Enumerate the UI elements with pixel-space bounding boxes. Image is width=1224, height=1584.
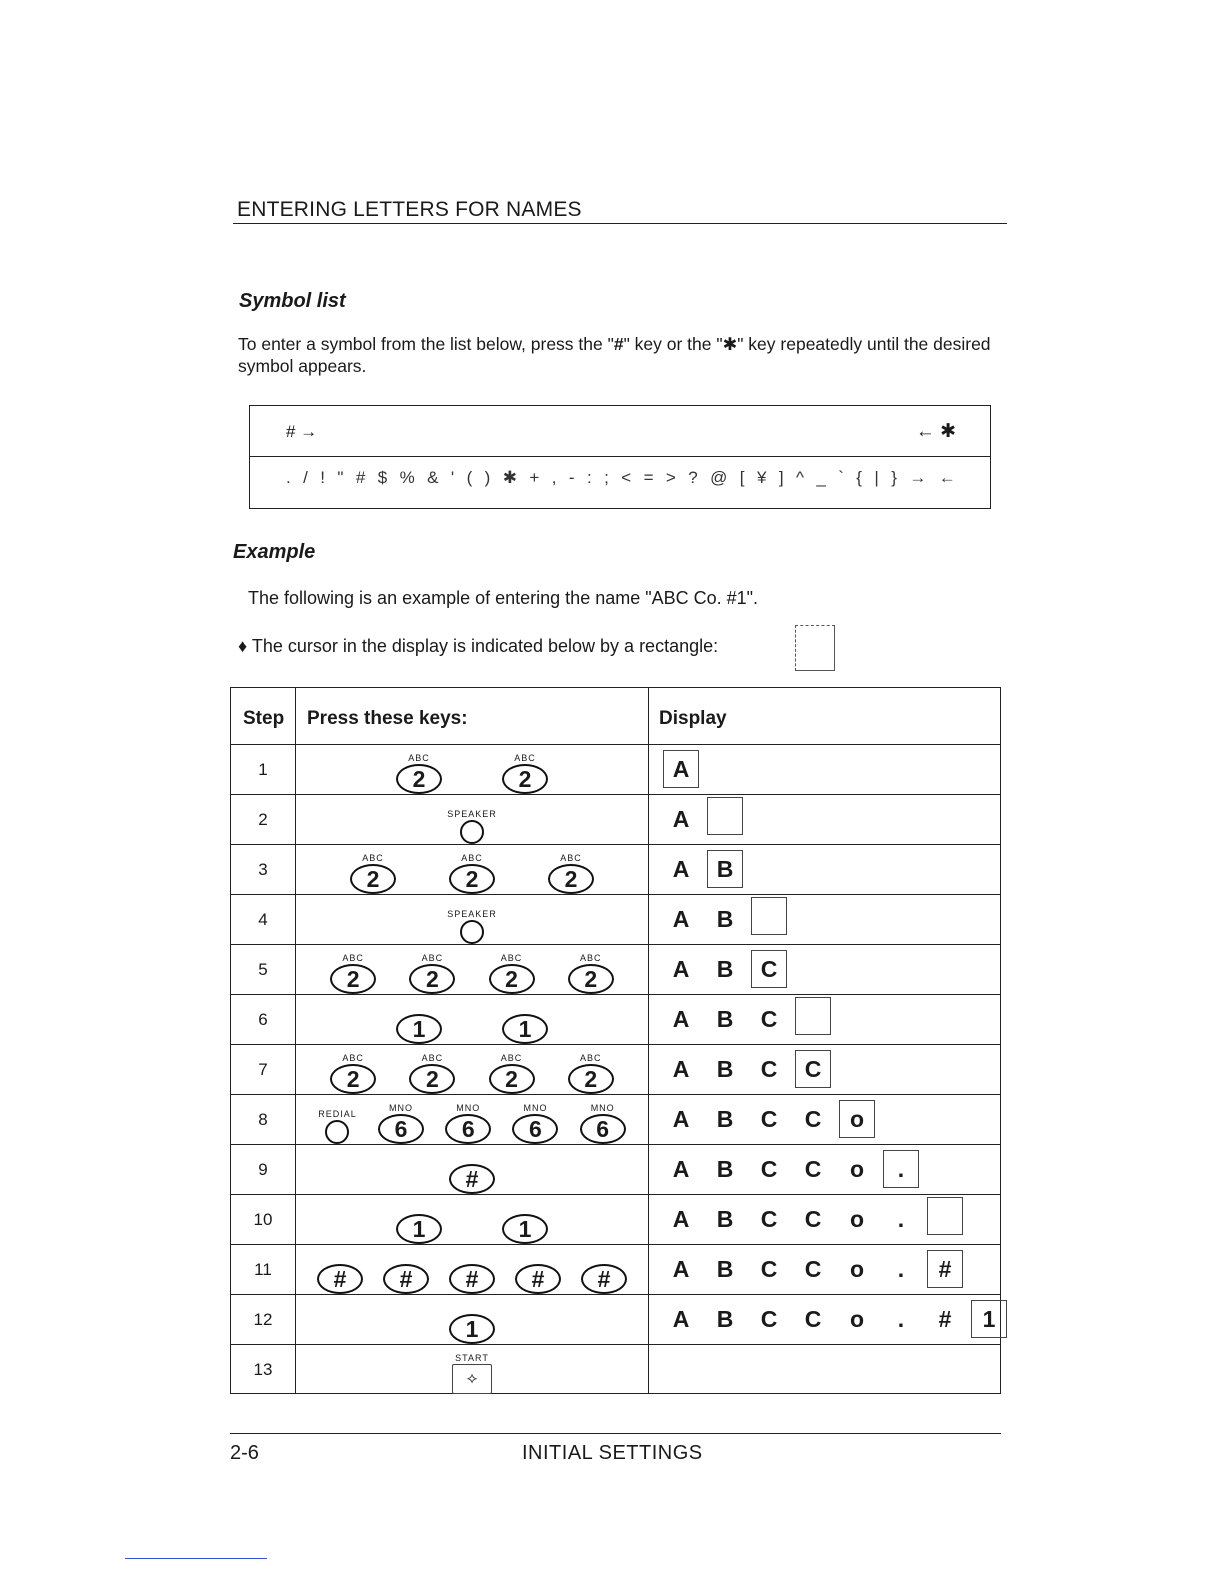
display-cursor <box>751 897 787 935</box>
symbol-item: → <box>909 468 927 487</box>
display-char: o <box>849 1155 865 1182</box>
keypad-key <box>502 1203 548 1244</box>
display-char <box>879 1150 923 1188</box>
start-key <box>452 1353 492 1394</box>
display-char: o <box>849 1205 865 1232</box>
keys-cell <box>297 1244 647 1294</box>
symbol-item: | <box>874 468 879 487</box>
step-number: 6 <box>258 1010 268 1029</box>
display-char: C <box>760 1005 778 1032</box>
keys-cell <box>297 944 647 994</box>
display-cell <box>659 1294 1011 1344</box>
display-cell <box>659 894 791 944</box>
keypad-key <box>489 1053 535 1094</box>
key-label: ABC <box>514 753 536 763</box>
keys-cell <box>297 1344 647 1394</box>
keypad-key <box>449 1153 495 1194</box>
display-char: C <box>804 1105 822 1132</box>
keypad-key <box>568 1053 614 1094</box>
display-char: C <box>760 1105 778 1132</box>
keypad-key <box>409 1053 455 1094</box>
key-face: 2 <box>449 864 495 894</box>
key-face: 2 <box>409 964 455 994</box>
key-face: 2 <box>330 964 376 994</box>
symbol-item: @ <box>710 468 728 487</box>
symbol-list-intro <box>238 333 998 377</box>
display-cursor: 1 <box>971 1300 1007 1338</box>
display-char: A <box>672 1005 690 1032</box>
display-cell <box>659 1094 879 1144</box>
display-cell <box>659 1194 967 1244</box>
display-char: A <box>672 955 690 982</box>
key-label: MNO <box>523 1103 548 1113</box>
keypad-key <box>330 1053 376 1094</box>
display-char: A <box>672 1205 690 1232</box>
display-char <box>747 950 791 988</box>
display-cursor: C <box>751 950 787 988</box>
symbol-item: ? <box>688 468 698 487</box>
function-key <box>447 909 497 944</box>
symbol-item: _ <box>816 468 826 487</box>
intro-text-3: " key repeatedly until the desired symbol appears. <box>238 334 991 376</box>
display-cell <box>659 794 747 844</box>
display-cursor: C <box>795 1050 831 1088</box>
symbol-item: ^ <box>795 468 804 487</box>
step-number: 1 <box>258 760 268 779</box>
key-label: ABC <box>500 1053 523 1063</box>
display-char: A <box>672 1105 690 1132</box>
key-face: 6 <box>378 1114 424 1144</box>
header-rule <box>233 223 1007 224</box>
keys-cell <box>297 894 647 944</box>
display-cell <box>659 744 703 794</box>
key-label: ABC <box>362 853 384 863</box>
key-face <box>460 920 484 944</box>
keypad-key <box>548 853 594 894</box>
symbol-item: ✱ <box>502 468 517 487</box>
symbol-item: - <box>568 468 575 487</box>
display-char <box>791 997 835 1041</box>
keys-cell <box>297 994 647 1044</box>
display-char: B <box>716 1255 734 1282</box>
symbol-item: ) <box>484 468 491 487</box>
keypad-key <box>502 1003 548 1044</box>
key-face: # <box>449 1264 495 1294</box>
symbol-item: # <box>355 468 366 487</box>
symbol-item: " <box>337 468 344 487</box>
keys-cell <box>297 1144 647 1194</box>
key-face: ⟡ <box>452 1364 492 1394</box>
cursor-rectangle-sample <box>795 625 835 671</box>
keypad-key <box>489 953 535 994</box>
keys-cell <box>297 1194 647 1244</box>
display-char: B <box>716 1055 734 1082</box>
key-face: 2 <box>350 864 396 894</box>
symbol-item: } <box>891 468 897 487</box>
symbol-item: & <box>427 468 439 487</box>
keypad-key <box>502 753 548 794</box>
key-label: ABC <box>342 953 364 963</box>
symbol-item: $ <box>377 468 388 487</box>
symbol-forward-indicator: # → <box>286 422 318 441</box>
symbol-item: > <box>665 468 676 487</box>
key-label: ABC <box>560 853 582 863</box>
display-cursor: o <box>839 1100 875 1138</box>
key-face: 1 <box>449 1314 495 1344</box>
intro-text-1: To enter a symbol from the list below, press the " <box>238 334 614 354</box>
display-char: # <box>938 1305 952 1332</box>
key-label: ABC <box>421 1053 444 1063</box>
step-number: 12 <box>253 1310 273 1329</box>
display-cell <box>659 844 747 894</box>
step-number: 9 <box>258 1160 268 1179</box>
key-label: START <box>455 1353 489 1363</box>
keypad-key <box>445 1103 491 1144</box>
key-label: SPEAKER <box>447 809 497 819</box>
keys-cell <box>297 1094 647 1144</box>
keys-cell <box>297 794 647 844</box>
display-char <box>967 1300 1011 1338</box>
header-display: Display <box>659 708 727 729</box>
key-face: 2 <box>568 1064 614 1094</box>
symbol-item: ` <box>838 468 844 487</box>
display-char: . <box>897 1305 905 1332</box>
key-face: 1 <box>502 1214 548 1244</box>
symbol-item: ' <box>450 468 455 487</box>
intro-hash-key: # <box>613 334 624 354</box>
display-char: A <box>672 905 690 932</box>
display-cursor <box>795 997 831 1035</box>
step-number: 7 <box>258 1060 268 1079</box>
key-face: 1 <box>396 1014 442 1044</box>
display-cursor: B <box>707 850 743 888</box>
key-face: # <box>581 1264 627 1294</box>
step-number: 10 <box>253 1210 273 1229</box>
key-face: 2 <box>489 1064 535 1094</box>
key-face: 2 <box>568 964 614 994</box>
key-label: ABC <box>461 853 483 863</box>
display-char: A <box>672 1255 690 1282</box>
display-cell <box>659 1244 967 1294</box>
display-char: B <box>716 1305 734 1332</box>
keys-cell <box>297 1294 647 1344</box>
key-face: # <box>383 1264 429 1294</box>
symbol-table-divider <box>250 456 990 457</box>
display-char: C <box>760 1055 778 1082</box>
key-face <box>460 820 484 844</box>
symbol-item: + <box>529 468 540 487</box>
symbol-table <box>249 405 991 509</box>
keypad-key <box>396 753 442 794</box>
display-char: B <box>716 1005 734 1032</box>
key-face: # <box>515 1264 561 1294</box>
step-number: 5 <box>258 960 268 979</box>
keypad-key <box>396 1203 442 1244</box>
key-face: 2 <box>502 764 548 794</box>
keypad-key <box>580 1103 626 1144</box>
display-char: A <box>672 1155 690 1182</box>
symbol-item: . <box>286 468 291 487</box>
keypad-key <box>396 1003 442 1044</box>
display-char <box>923 1197 967 1241</box>
key-label: ABC <box>500 953 523 963</box>
symbol-item: % <box>399 468 415 487</box>
display-cursor <box>927 1197 963 1235</box>
key-face: 1 <box>502 1014 548 1044</box>
symbol-item: ; <box>604 468 609 487</box>
keypad-key <box>581 1253 627 1294</box>
keys-cell <box>297 844 647 894</box>
key-face: 6 <box>580 1114 626 1144</box>
key-label: MNO <box>388 1103 413 1113</box>
symbol-item: ! <box>320 468 326 487</box>
display-cursor <box>707 797 743 835</box>
header-keys: Press these keys: <box>307 708 468 729</box>
key-face: 2 <box>489 964 535 994</box>
keypad-key <box>449 1253 495 1294</box>
step-number: 11 <box>254 1260 272 1279</box>
display-cell <box>659 1144 923 1194</box>
display-char: B <box>716 1155 734 1182</box>
function-key <box>447 809 497 844</box>
display-cell <box>659 944 791 994</box>
page-header-title: ENTERING LETTERS FOR NAMES <box>237 198 582 221</box>
symbol-item: : <box>586 468 592 487</box>
keypad-key <box>330 953 376 994</box>
symbol-item: / <box>303 468 308 487</box>
steps-table <box>230 687 1001 1394</box>
display-char: B <box>716 1105 734 1132</box>
keypad-key <box>383 1253 429 1294</box>
display-char: C <box>804 1155 822 1182</box>
keypad-key <box>512 1103 558 1144</box>
display-char: B <box>716 1205 734 1232</box>
keypad-key <box>317 1253 363 1294</box>
display-char: B <box>716 955 734 982</box>
example-title: Example <box>233 541 316 563</box>
symbol-item: [ <box>739 468 745 487</box>
display-char <box>703 850 747 888</box>
key-label: ABC <box>421 953 444 963</box>
symbol-item: = <box>643 468 654 487</box>
key-face: 2 <box>396 764 442 794</box>
symbol-item: { <box>856 468 862 487</box>
key-face: 6 <box>512 1114 558 1144</box>
symbol-item: < <box>621 468 632 487</box>
display-char: . <box>897 1205 905 1232</box>
display-cursor: . <box>883 1150 919 1188</box>
key-label: ABC <box>579 953 602 963</box>
keys-cell <box>297 1044 647 1094</box>
symbol-backward-indicator: ← ✱ <box>915 421 956 442</box>
display-char: C <box>804 1205 822 1232</box>
display-cursor: A <box>663 750 699 788</box>
keypad-key <box>378 1103 424 1144</box>
display-char: C <box>804 1255 822 1282</box>
display-char: C <box>760 1155 778 1182</box>
symbol-item: ( <box>466 468 473 487</box>
header-step: Step <box>243 708 285 729</box>
footer-section: INITIAL SETTINGS <box>522 1442 703 1464</box>
display-char: C <box>804 1305 822 1332</box>
display-char <box>747 897 791 941</box>
symbol-item: ← <box>938 468 956 487</box>
key-face: 2 <box>409 1064 455 1094</box>
display-char: . <box>897 1255 905 1282</box>
keypad-key <box>409 953 455 994</box>
display-char: o <box>849 1255 865 1282</box>
display-char <box>703 797 747 841</box>
display-cell <box>659 994 835 1044</box>
page-number: 2-6 <box>230 1442 259 1464</box>
step-number: 3 <box>258 860 268 879</box>
step-number: 13 <box>253 1360 273 1379</box>
keypad-key <box>515 1253 561 1294</box>
display-char <box>791 1050 835 1088</box>
display-char: B <box>716 905 734 932</box>
key-label: MNO <box>590 1103 615 1113</box>
symbol-sequence <box>286 468 956 488</box>
step-number: 4 <box>258 910 268 929</box>
symbol-item: ¥ <box>756 468 767 487</box>
display-char: C <box>760 1305 778 1332</box>
key-face: 6 <box>445 1114 491 1144</box>
keypad-key <box>350 853 396 894</box>
display-char: o <box>849 1305 865 1332</box>
key-face: 1 <box>396 1214 442 1244</box>
key-label: ABC <box>579 1053 602 1063</box>
key-label: REDIAL <box>318 1109 357 1119</box>
key-face <box>325 1120 349 1144</box>
keys-cell <box>297 744 647 794</box>
example-intro: The following is an example of entering the name "ABC Co. #1". <box>248 588 759 608</box>
display-char <box>923 1250 967 1288</box>
key-face: 2 <box>548 864 594 894</box>
symbol-item: , <box>551 468 557 487</box>
key-label: ABC <box>408 753 430 763</box>
step-number: 8 <box>258 1110 268 1129</box>
key-face: # <box>449 1164 495 1194</box>
display-char: A <box>672 805 690 832</box>
intro-star-key: ✱ <box>722 334 738 354</box>
keypad-key <box>568 953 614 994</box>
display-char: A <box>672 1055 690 1082</box>
key-face: # <box>317 1264 363 1294</box>
keypad-key <box>449 853 495 894</box>
cursor-note: ♦ The cursor in the display is indicated below by a rectangle: <box>238 636 719 656</box>
symbol-list-title: Symbol list <box>239 290 346 312</box>
display-char: A <box>672 1305 690 1332</box>
display-cell <box>659 1044 835 1094</box>
display-char: C <box>760 1255 778 1282</box>
display-cursor: # <box>927 1250 963 1288</box>
footer-rule <box>230 1433 1001 1434</box>
display-char: C <box>760 1205 778 1232</box>
step-number: 2 <box>258 810 268 829</box>
symbol-item: ] <box>778 468 784 487</box>
key-label: ABC <box>342 1053 364 1063</box>
key-label: MNO <box>456 1103 481 1113</box>
intro-text-2: " key or the " <box>623 334 723 354</box>
function-key <box>318 1109 357 1144</box>
display-char <box>835 1100 879 1138</box>
bottom-link-underline <box>125 1558 267 1559</box>
key-face: 2 <box>330 1064 376 1094</box>
key-label: SPEAKER <box>447 909 497 919</box>
display-char <box>659 750 703 788</box>
keypad-key <box>449 1303 495 1344</box>
display-char: A <box>672 855 690 882</box>
